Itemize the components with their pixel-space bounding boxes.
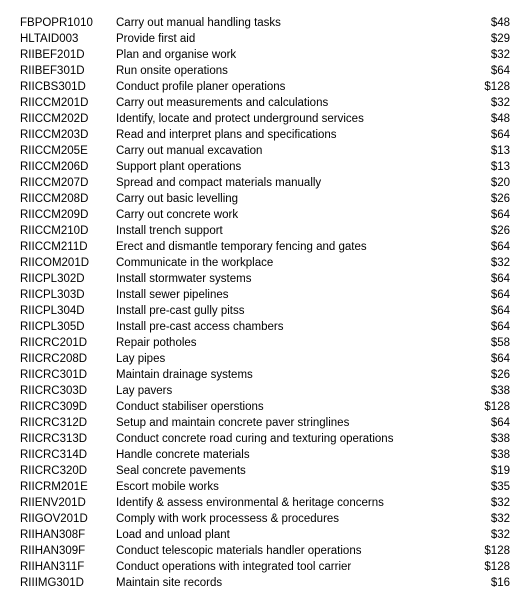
unit-title: Setup and maintain concrete paver stringlines <box>116 417 350 429</box>
unit-title: Seal concrete pavements <box>116 465 246 477</box>
unit-code: RIICCM210D <box>20 225 89 237</box>
unit-price: $32 <box>490 497 510 509</box>
unit-row <box>0 463 529 479</box>
unit-price: $64 <box>490 289 510 301</box>
unit-title: Repair potholes <box>116 337 197 349</box>
unit-row <box>0 559 529 575</box>
unit-row <box>0 447 529 463</box>
unit-price: $13 <box>490 161 510 173</box>
unit-code: RIICCM205E <box>20 145 88 157</box>
unit-title: Communicate in the workplace <box>116 257 274 269</box>
unit-code: RIICOM201D <box>20 257 90 269</box>
unit-code: RIIENV201D <box>20 497 86 509</box>
unit-code: RIICCM207D <box>20 177 89 189</box>
unit-price: $29 <box>490 33 510 45</box>
unit-price: $32 <box>490 97 510 109</box>
unit-code: RIICCM203D <box>20 129 89 141</box>
unit-row <box>0 255 529 271</box>
unit-code: RIICRC320D <box>20 465 88 477</box>
unit-title: Conduct stabiliser operstions <box>116 401 264 413</box>
unit-row <box>0 95 529 111</box>
unit-code: RIICCM208D <box>20 193 89 205</box>
unit-code: RIICCM206D <box>20 161 89 173</box>
unit-code: RIICRM201E <box>20 481 88 493</box>
unit-code: RIIHAN308F <box>20 529 86 541</box>
unit-price: $128 <box>484 545 510 557</box>
unit-price: $13 <box>490 145 510 157</box>
unit-row <box>0 239 529 255</box>
unit-price: $64 <box>490 209 510 221</box>
unit-row <box>0 527 529 543</box>
unit-title: Provide first aid <box>116 33 196 45</box>
unit-row <box>0 335 529 351</box>
unit-title: Escort mobile works <box>116 481 219 493</box>
unit-title: Maintain site records <box>116 577 223 589</box>
unit-code: RIIBEF301D <box>20 65 85 77</box>
unit-row <box>0 207 529 223</box>
unit-title: Run onsite operations <box>116 65 228 77</box>
unit-title: Conduct telescopic materials handler operations <box>116 545 362 557</box>
unit-price: $48 <box>490 17 510 29</box>
unit-code: RIIBEF201D <box>20 49 85 61</box>
unit-code: RIICPL304D <box>20 305 85 317</box>
unit-price: $128 <box>484 401 510 413</box>
unit-price: $32 <box>490 257 510 269</box>
unit-code: FBPOPR1010 <box>20 17 93 29</box>
unit-price: $35 <box>490 481 510 493</box>
unit-row <box>0 495 529 511</box>
unit-price: $64 <box>490 241 510 253</box>
unit-code: RIICRC312D <box>20 417 88 429</box>
unit-price: $64 <box>490 321 510 333</box>
unit-price: $32 <box>490 513 510 525</box>
unit-code: RIICRC208D <box>20 353 88 365</box>
unit-row <box>0 319 529 335</box>
unit-price: $128 <box>484 561 510 573</box>
unit-row <box>0 287 529 303</box>
unit-row <box>0 431 529 447</box>
unit-title: Carry out measurements and calculations <box>116 97 329 109</box>
unit-price: $64 <box>490 417 510 429</box>
unit-code: RIICRC301D <box>20 369 88 381</box>
unit-row <box>0 79 529 95</box>
unit-price: $38 <box>490 433 510 445</box>
unit-code: RIICPL302D <box>20 273 85 285</box>
unit-row <box>0 511 529 527</box>
unit-row <box>0 191 529 207</box>
unit-row <box>0 159 529 175</box>
unit-row <box>0 111 529 127</box>
unit-price: $32 <box>490 529 510 541</box>
unit-price: $58 <box>490 337 510 349</box>
unit-row <box>0 63 529 79</box>
unit-code: RIICBS301D <box>20 81 86 93</box>
unit-code: RIICRC201D <box>20 337 88 349</box>
unit-price: $38 <box>490 385 510 397</box>
unit-row <box>0 383 529 399</box>
unit-title: Load and unload plant <box>116 529 230 541</box>
unit-price: $32 <box>490 49 510 61</box>
unit-price: $16 <box>490 577 510 589</box>
unit-title: Plan and organise work <box>116 49 237 61</box>
unit-row <box>0 271 529 287</box>
unit-title: Carry out manual excavation <box>116 145 263 157</box>
units-price-list <box>0 15 529 591</box>
unit-code: RIICRC314D <box>20 449 88 461</box>
unit-title: Identify, locate and protect underground services <box>116 113 364 125</box>
unit-price: $64 <box>490 353 510 365</box>
unit-row <box>0 575 529 591</box>
unit-row <box>0 479 529 495</box>
unit-title: Lay pipes <box>116 353 166 365</box>
unit-title: Read and interpret plans and specifications <box>116 129 337 141</box>
unit-price: $64 <box>490 65 510 77</box>
unit-row <box>0 143 529 159</box>
unit-title: Conduct concrete road curing and texturing operations <box>116 433 394 445</box>
unit-row <box>0 543 529 559</box>
unit-title: Install pre-cast access chambers <box>116 321 284 333</box>
unit-code: HLTAID003 <box>20 33 79 45</box>
unit-price: $26 <box>490 193 510 205</box>
unit-title: Lay pavers <box>116 385 173 397</box>
unit-code: RIIIMG301D <box>20 577 84 589</box>
unit-row <box>0 367 529 383</box>
unit-price: $128 <box>484 81 510 93</box>
unit-title: Conduct operations with integrated tool carrier <box>116 561 352 573</box>
unit-price: $64 <box>490 129 510 141</box>
unit-code: RIIHAN309F <box>20 545 86 557</box>
unit-price: $38 <box>490 449 510 461</box>
unit-title: Carry out basic levelling <box>116 193 239 205</box>
unit-title: Install trench support <box>116 225 223 237</box>
unit-title: Maintain drainage systems <box>116 369 253 381</box>
unit-row <box>0 399 529 415</box>
unit-title: Carry out concrete work <box>116 209 239 221</box>
unit-title: Conduct profile planer operations <box>116 81 286 93</box>
unit-price: $64 <box>490 305 510 317</box>
unit-code: RIIGOV201D <box>20 513 88 525</box>
unit-price: $19 <box>490 465 510 477</box>
unit-code: RIICRC313D <box>20 433 88 445</box>
unit-code: RIICCM202D <box>20 113 89 125</box>
unit-code: RIIHAN311F <box>20 561 85 573</box>
unit-price: $48 <box>490 113 510 125</box>
unit-title: Support plant operations <box>116 161 242 173</box>
unit-code: RIICCM211D <box>20 241 88 253</box>
unit-price: $20 <box>490 177 510 189</box>
unit-row <box>0 127 529 143</box>
unit-price: $64 <box>490 273 510 285</box>
unit-title: Install sewer pipelines <box>116 289 229 301</box>
unit-code: RIICPL303D <box>20 289 85 301</box>
unit-row <box>0 415 529 431</box>
unit-title: Carry out manual handling tasks <box>116 17 281 29</box>
unit-row <box>0 31 529 47</box>
unit-row <box>0 15 529 31</box>
unit-code: RIICRC309D <box>20 401 88 413</box>
unit-price: $26 <box>490 225 510 237</box>
unit-code: RIICRC303D <box>20 385 88 397</box>
unit-row <box>0 351 529 367</box>
unit-code: RIICCM209D <box>20 209 89 221</box>
unit-title: Identify & assess environmental & heritage concerns <box>116 497 384 509</box>
unit-row <box>0 303 529 319</box>
unit-row <box>0 47 529 63</box>
unit-title: Install pre-cast gully pitss <box>116 305 245 317</box>
unit-title: Handle concrete materials <box>116 449 250 461</box>
unit-row <box>0 175 529 191</box>
unit-title: Install stormwater systems <box>116 273 252 285</box>
unit-row <box>0 223 529 239</box>
unit-price: $26 <box>490 369 510 381</box>
unit-title: Erect and dismantle temporary fencing and gates <box>116 241 367 253</box>
unit-title: Comply with work processess & procedures <box>116 513 340 525</box>
unit-code: RIICPL305D <box>20 321 85 333</box>
unit-title: Spread and compact materials manually <box>116 177 322 189</box>
unit-code: RIICCM201D <box>20 97 89 109</box>
